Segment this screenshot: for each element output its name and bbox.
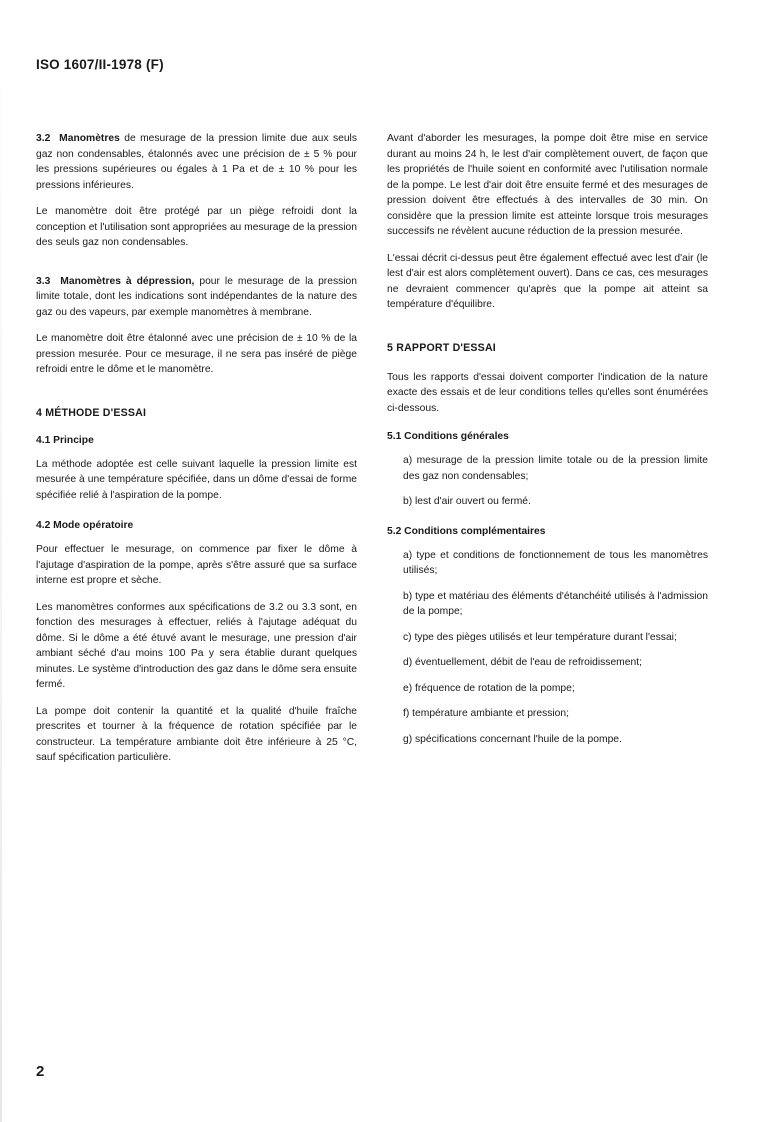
list-item: d) éventuellement, débit de l'eau de refroidissement; [403,657,642,668]
section-3-2-paragraph-2: Le manomètre doit être protégé par un piège refroidi dont la conception et l'utilisation sont appropriées au mesurage de la pression des seuls gaz non condensables. [36,206,357,248]
left-column [36,131,357,777]
section-4-2-paragraph-3: La pompe doit contenir la quantité et la qualité d'huile fraîche prescrites et tourner à la fréquence de rotation spécifiée par le constructeur. La température ambiante doit être inférieure à 25 °C, sauf spécification particulière. [36,705,357,763]
list-item: a) mesurage de la pression limite totale ou de la pression limite des gaz non condensables; [403,455,708,482]
list-item: a) type et conditions de fonctionnement de tous les manomètres utilisés; [403,549,708,576]
list-item: c) type des pièges utilisés et leur température durant l'essai; [403,631,677,643]
section-3-2-text: de mesurage de la pression limite due aux seuls gaz non condensables, étalonnés avec une précision de ± 5 % pour les pressions supérieures ou égales à 1 Pa et de ± 10 % pour les pressions inférieures. [36,133,357,191]
section-3-3-paragraph-2: Le manomètre doit être étalonné avec une précision de ± 10 % de la pression mesurée. Pour ce mesurage, il ne sera pas inséré de piège refroidi entre le dôme et le manomètre. [36,333,357,375]
list-item: f) température ambiante et pression; [403,708,569,719]
document-header: ISO 1607/II-1978 (F) [36,57,164,72]
section-4-2-paragraph-1: Pour effectuer le mesurage, on commence par fixer le dôme à l'ajutage d'aspiration de la pompe, après s'être assuré que sa surface interne est propre et sèche. [36,544,357,586]
page-edge-shadow [0,0,2,1122]
section-3-3-paragraph-1 [36,274,357,321]
section-4-1-paragraph: La méthode adoptée est celle suivant laquelle la pression limite est mesurée à une température spécifiée, dans un dôme d'essai de forme spécifiée relié à l'aspiration de la pompe. [36,458,357,501]
section-4-2-paragraph-2: Les manomètres conformes aux spécifications de 3.2 ou 3.3 sont, en fonction des mesurages à effectuer, reliés à l'ajutage adéquat du dôme. Si le dôme a été étuvé avant le mesurage, une pression d'air ambiant séché d'au moins 100 Pa y sera établie durant quelques minutes. Le système d'introduction des gaz dans le dôme sera ensuite fermé. [36,601,357,690]
section-5-2-heading: 5.2 Conditions complémentaires [387,525,546,537]
procedure-paragraph-1: Avant d'aborder les mesurages, la pompe doit être mise en service durant au moins 24 h, le lest d'air complètement ouvert, de façon que les propriétés de l'huile soient en conformité avec l'utilisation normale de la pompe. Le lest d'air doit être ensuite fermé et des mesurages de pression doivent être effectués à des intervalles de 30 min. On considère que la pression limite est atteinte lorsque trois mesurages successifs ne révèlent aucune réduction de la pression mesurée. [387,133,708,237]
list-item: b) type et matériau des éléments d'étanchéité utilisés à l'admission de la pompe; [403,590,708,617]
section-5-1-list [387,453,708,510]
list-item: e) fréquence de rotation de la pompe; [403,682,575,694]
section-4-2-heading: 4.2 Mode opératoire [36,520,134,531]
section-3-3-text: pour le mesurage de la pression limite totale, dont les indications sont indépendantes de la nature des gaz ou des vapeurs, par exemple manomètres à membrane. [36,275,357,318]
section-4-heading: 4 MÉTHODE D'ESSAI [36,406,147,419]
right-column [387,131,708,757]
section-4-1-heading: 4.1 Principe [36,434,94,446]
section-3-2-title: Manomètres [59,133,120,144]
list-item: b) lest d'air ouvert ou fermé. [403,496,531,507]
section-5-2-list [387,548,708,748]
section-5-heading: 5 RAPPORT D'ESSAI [387,341,496,354]
list-item: g) spécifications concernant l'huile de la pompe. [403,733,622,745]
section-3-3-number: 3.3 [36,275,51,287]
section-5-1-heading: 5.1 Conditions générales [387,431,509,442]
section-3-3-title: Manomètres à dépression, [60,275,195,287]
section-3-2-paragraph-1 [36,131,357,193]
page-number: 2 [36,1063,45,1080]
procedure-paragraph-2: L'essai décrit ci-dessus peut être également effectué avec lest d'air (le lest d'air est alors complètement ouvert). Dans ce cas, ces mesurages ne devraient commencer qu'après que la pompe ait atteint sa température d'équilibre. [387,252,708,310]
section-5-paragraph: Tous les rapports d'essai doivent comporter l'indication de la nature exacte des essais et de leur conditions telles qu'elles sont énumérées ci-dessous. [387,371,708,414]
section-3-2-number: 3.2 [36,133,51,144]
